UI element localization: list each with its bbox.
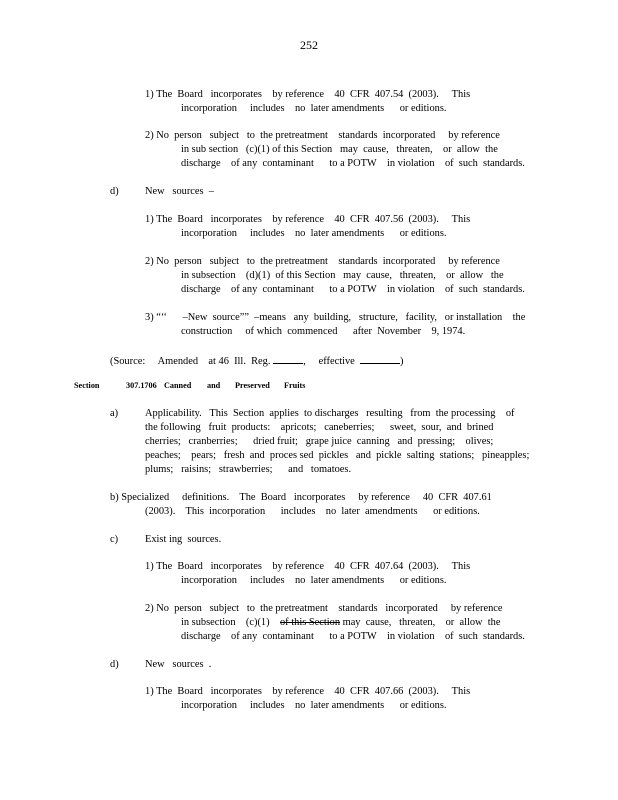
subsection-d-label: d): [110, 186, 119, 197]
item-2-line-2: in sub section (c)(1) of this Section may cause, threaten, or allow the: [181, 144, 498, 155]
c-item-1-line-2: incorporation includes no later amendments or editions.: [181, 575, 447, 586]
d2-item-1-line-2: incorporation includes no later amendments or editions.: [181, 700, 447, 711]
source-note-close: ): [400, 356, 404, 367]
c-item-2-line-2: [181, 616, 500, 630]
d-item-1-line-1: 1) The Board incorporates by reference 40 CFR 407.56 (2003). This: [145, 214, 471, 225]
section-title-preserved: Preserved: [235, 381, 270, 390]
d-item-2-line-2: in subsection (d)(1) of this Section may cause, threaten, or allow the: [181, 270, 504, 281]
applicability-line-1: Applicability. This Section applies to discharges resulting from the processing of: [145, 408, 515, 419]
source-note: [110, 353, 403, 369]
d-item-3-line-1: 3) “‘‘ –New source”” –means any building, structure, facility, or installation the: [145, 312, 526, 323]
effective-date-blank: [360, 353, 400, 364]
d-item-1-line-2: incorporation includes no later amendments or editions.: [181, 228, 447, 239]
deleted-text: of this Section: [279, 617, 341, 628]
item-1-line-2: incorporation includes no later amendments or editions.: [181, 103, 447, 114]
c-item-2-line-1: 2) No person subject to the pretreatment standards incorporated by reference: [145, 603, 503, 614]
d-item-2-line-3: discharge of any contaminant to a POTW in violation of such standards.: [181, 284, 525, 295]
item-1-line-1: 1) The Board incorporates by reference 40 CFR 407.54 (2003). This: [145, 89, 471, 100]
source-note-text: (Source: Amended at 46 Ill. Reg.: [110, 356, 271, 367]
c-item-2-ref: in subsection (c)(1): [181, 617, 280, 628]
applicability-line-5: plums; raisins; strawberries; and tomatoes.: [145, 464, 352, 475]
d-item-3-line-2: construction of which commenced after November 9, 1974.: [181, 326, 466, 337]
definitions-line-2: (2003). This incorporation includes no later amendments or editions.: [145, 506, 480, 517]
item-2-line-1: 2) No person subject to the pretreatment standards incorporated by reference: [145, 130, 500, 141]
source-note-effective: , effective: [303, 356, 355, 367]
section-title-canned: Canned: [164, 381, 192, 390]
subsection-d-title: New sources –: [145, 186, 214, 197]
page-number: 252: [300, 38, 318, 52]
subsection-c-label: c): [110, 534, 119, 545]
subsection-a-label: a): [110, 408, 119, 419]
section-number: 307.1706: [126, 381, 157, 390]
applicability-line-2: the following fruit products: apricots; caneberries; sweet, sour, and brined: [145, 422, 494, 433]
register-blank: [273, 353, 303, 364]
applicability-line-4: peaches; pears; fresh and proces sed pickles and pickle salting stations; pineapples;: [145, 450, 530, 461]
section-title-and: and: [207, 381, 221, 390]
definitions-line-1: b) Specialized definitions. The Board incorporates by reference 40 CFR 407.61: [110, 492, 492, 503]
item-2-line-3: discharge of any contaminant to a POTW in violation of such standards.: [181, 158, 525, 169]
subsection-c-title: Exist ing sources.: [145, 534, 222, 545]
d2-item-1-line-1: 1) The Board incorporates by reference 40 CFR 407.66 (2003). This: [145, 686, 471, 697]
c-item-2-rest: may cause, threaten, or allow the: [340, 617, 501, 628]
section-title-fruits: Fruits: [284, 381, 306, 390]
d-item-2-line-1: 2) No person subject to the pretreatment standards incorporated by reference: [145, 256, 500, 267]
section-word: Section: [74, 381, 100, 390]
applicability-line-3: cherries; cranberries; dried fruit; grape juice canning and pressing; olives;: [145, 436, 494, 447]
subsection-d2-title: New sources .: [145, 659, 212, 670]
c-item-2-line-3: discharge of any contaminant to a POTW in violation of such standards.: [181, 631, 525, 642]
subsection-d2-label: d): [110, 659, 119, 670]
c-item-1-line-1: 1) The Board incorporates by reference 40 CFR 407.64 (2003). This: [145, 561, 471, 572]
